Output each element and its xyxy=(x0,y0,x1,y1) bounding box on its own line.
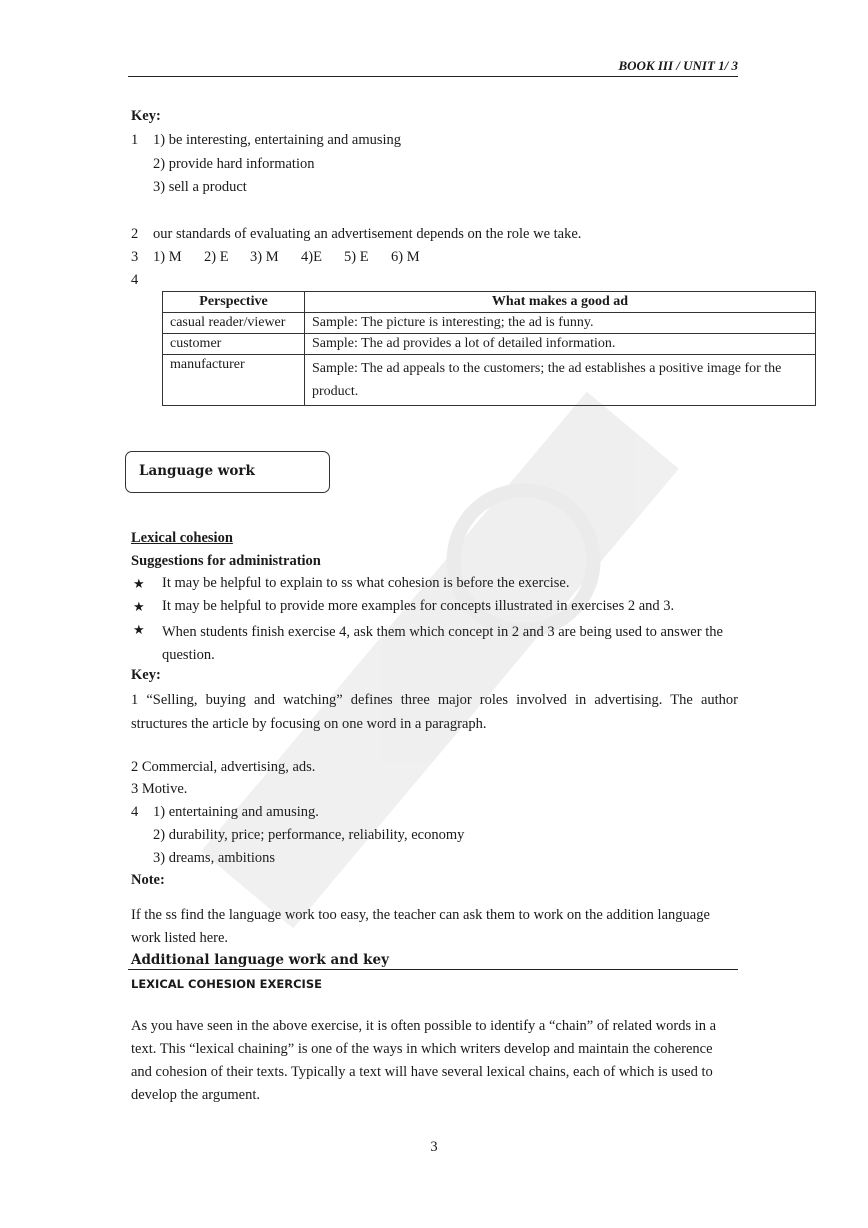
key-item4-line: 3) dreams, ambitions xyxy=(153,850,276,866)
key-item3-text: 3 Motive. xyxy=(131,781,188,797)
running-header: BOOK III / UNIT 1/ 3 xyxy=(618,58,738,73)
section-box-label: Language work xyxy=(139,463,255,479)
table-header-cell: What makes a good ad xyxy=(305,292,816,313)
note-text: If the ss find the language work too easy, the teacher can ask them to work on the addition language work listed here. xyxy=(131,907,710,946)
lexical-title: Lexical cohesion xyxy=(131,530,233,546)
section-box xyxy=(125,451,330,493)
paragraph-line: and cohesion of their texts. Typically a text will have several lexical chains, each of which is used to xyxy=(131,1064,713,1080)
key-item4-line: 1) entertaining and amusing. xyxy=(153,804,319,820)
table-cell: Sample: The ad provides a lot of detailed information. xyxy=(305,334,816,355)
table-cell: manufacturer xyxy=(163,355,305,406)
key-item1-paragraph: 1 “Selling, buying and watching” defines three major roles involved in advertising. The author structures the article by focusing on one word in a paragraph. xyxy=(131,692,738,732)
table-header-row xyxy=(163,292,816,313)
table-row xyxy=(163,334,816,355)
table-cell: customer xyxy=(163,334,305,355)
suggestion-bullet: It may be helpful to explain to ss what cohesion is before the exercise. xyxy=(162,575,570,591)
key-heading: Key: xyxy=(131,667,161,683)
key-item3-answer: 5) E xyxy=(344,249,369,265)
suggestions-heading: Suggestions for administration xyxy=(131,553,321,569)
key-item3-answer: 6) M xyxy=(391,249,420,265)
note-heading: Note: xyxy=(131,872,165,888)
key-item1-line: 1) be interesting, entertaining and amusing xyxy=(153,132,402,148)
additional-rule xyxy=(128,969,738,970)
key-item-number: 2 xyxy=(131,226,139,242)
table-cell: Sample: The ad appeals to the customers; the ad establishes a positive image for the product. xyxy=(305,355,816,406)
table-header-cell: Perspective xyxy=(163,292,305,313)
additional-heading: Additional language work and key xyxy=(131,952,389,968)
exercise-paragraph xyxy=(131,1015,731,1107)
key-item-number: 3 xyxy=(131,249,139,265)
paragraph-line: develop the argument. xyxy=(131,1087,260,1103)
suggestion-bullet: It may be helpful to provide more examples for concepts illustrated in exercises 2 and 3. xyxy=(162,598,675,614)
perspective-table xyxy=(162,291,816,406)
key-heading: Key: xyxy=(131,108,161,124)
table-cell: casual reader/viewer xyxy=(163,313,305,334)
key-item3-answer: 1) M xyxy=(153,249,182,265)
key-item3-answer: 4)E xyxy=(301,249,322,265)
key-item1-line: 3) sell a product xyxy=(153,179,247,195)
suggestion-bullet: When students finish exercise 4, ask them which concept in 2 and 3 are being used to answer the question. xyxy=(162,624,723,663)
key-item2-text: 2 Commercial, advertising, ads. xyxy=(131,759,316,775)
paragraph-line: text. This “lexical chaining” is one of the ways in which writers develop and maintain the coherence xyxy=(131,1041,713,1057)
key-item2-text: our standards of evaluating an advertisement depends on the role we take. xyxy=(153,226,582,242)
paragraph-line: As you have seen in the above exercise, it is often possible to identify a “chain” of related words in a xyxy=(131,1018,717,1034)
header-rule xyxy=(128,76,738,77)
star-icon: ★ xyxy=(133,576,145,591)
page-number: 3 xyxy=(430,1139,438,1155)
table-cell: Sample: The picture is interesting; the ad is funny. xyxy=(305,313,816,334)
key-item3-answer: 3) M xyxy=(250,249,279,265)
table-row xyxy=(163,355,816,406)
key-item3-answer: 2) E xyxy=(204,249,229,265)
key-item1-line: 2) provide hard information xyxy=(153,156,315,172)
table-row xyxy=(163,313,816,334)
exercise-subheading: LEXICAL COHESION EXERCISE xyxy=(131,977,322,991)
key-item-number: 4 xyxy=(131,804,139,820)
key-item4-line: 2) durability, price; performance, reliability, economy xyxy=(153,827,465,843)
star-icon: ★ xyxy=(133,622,145,637)
key-item-number: 4 xyxy=(131,272,139,288)
key-item-number: 1 xyxy=(131,132,139,148)
star-icon: ★ xyxy=(133,599,145,614)
